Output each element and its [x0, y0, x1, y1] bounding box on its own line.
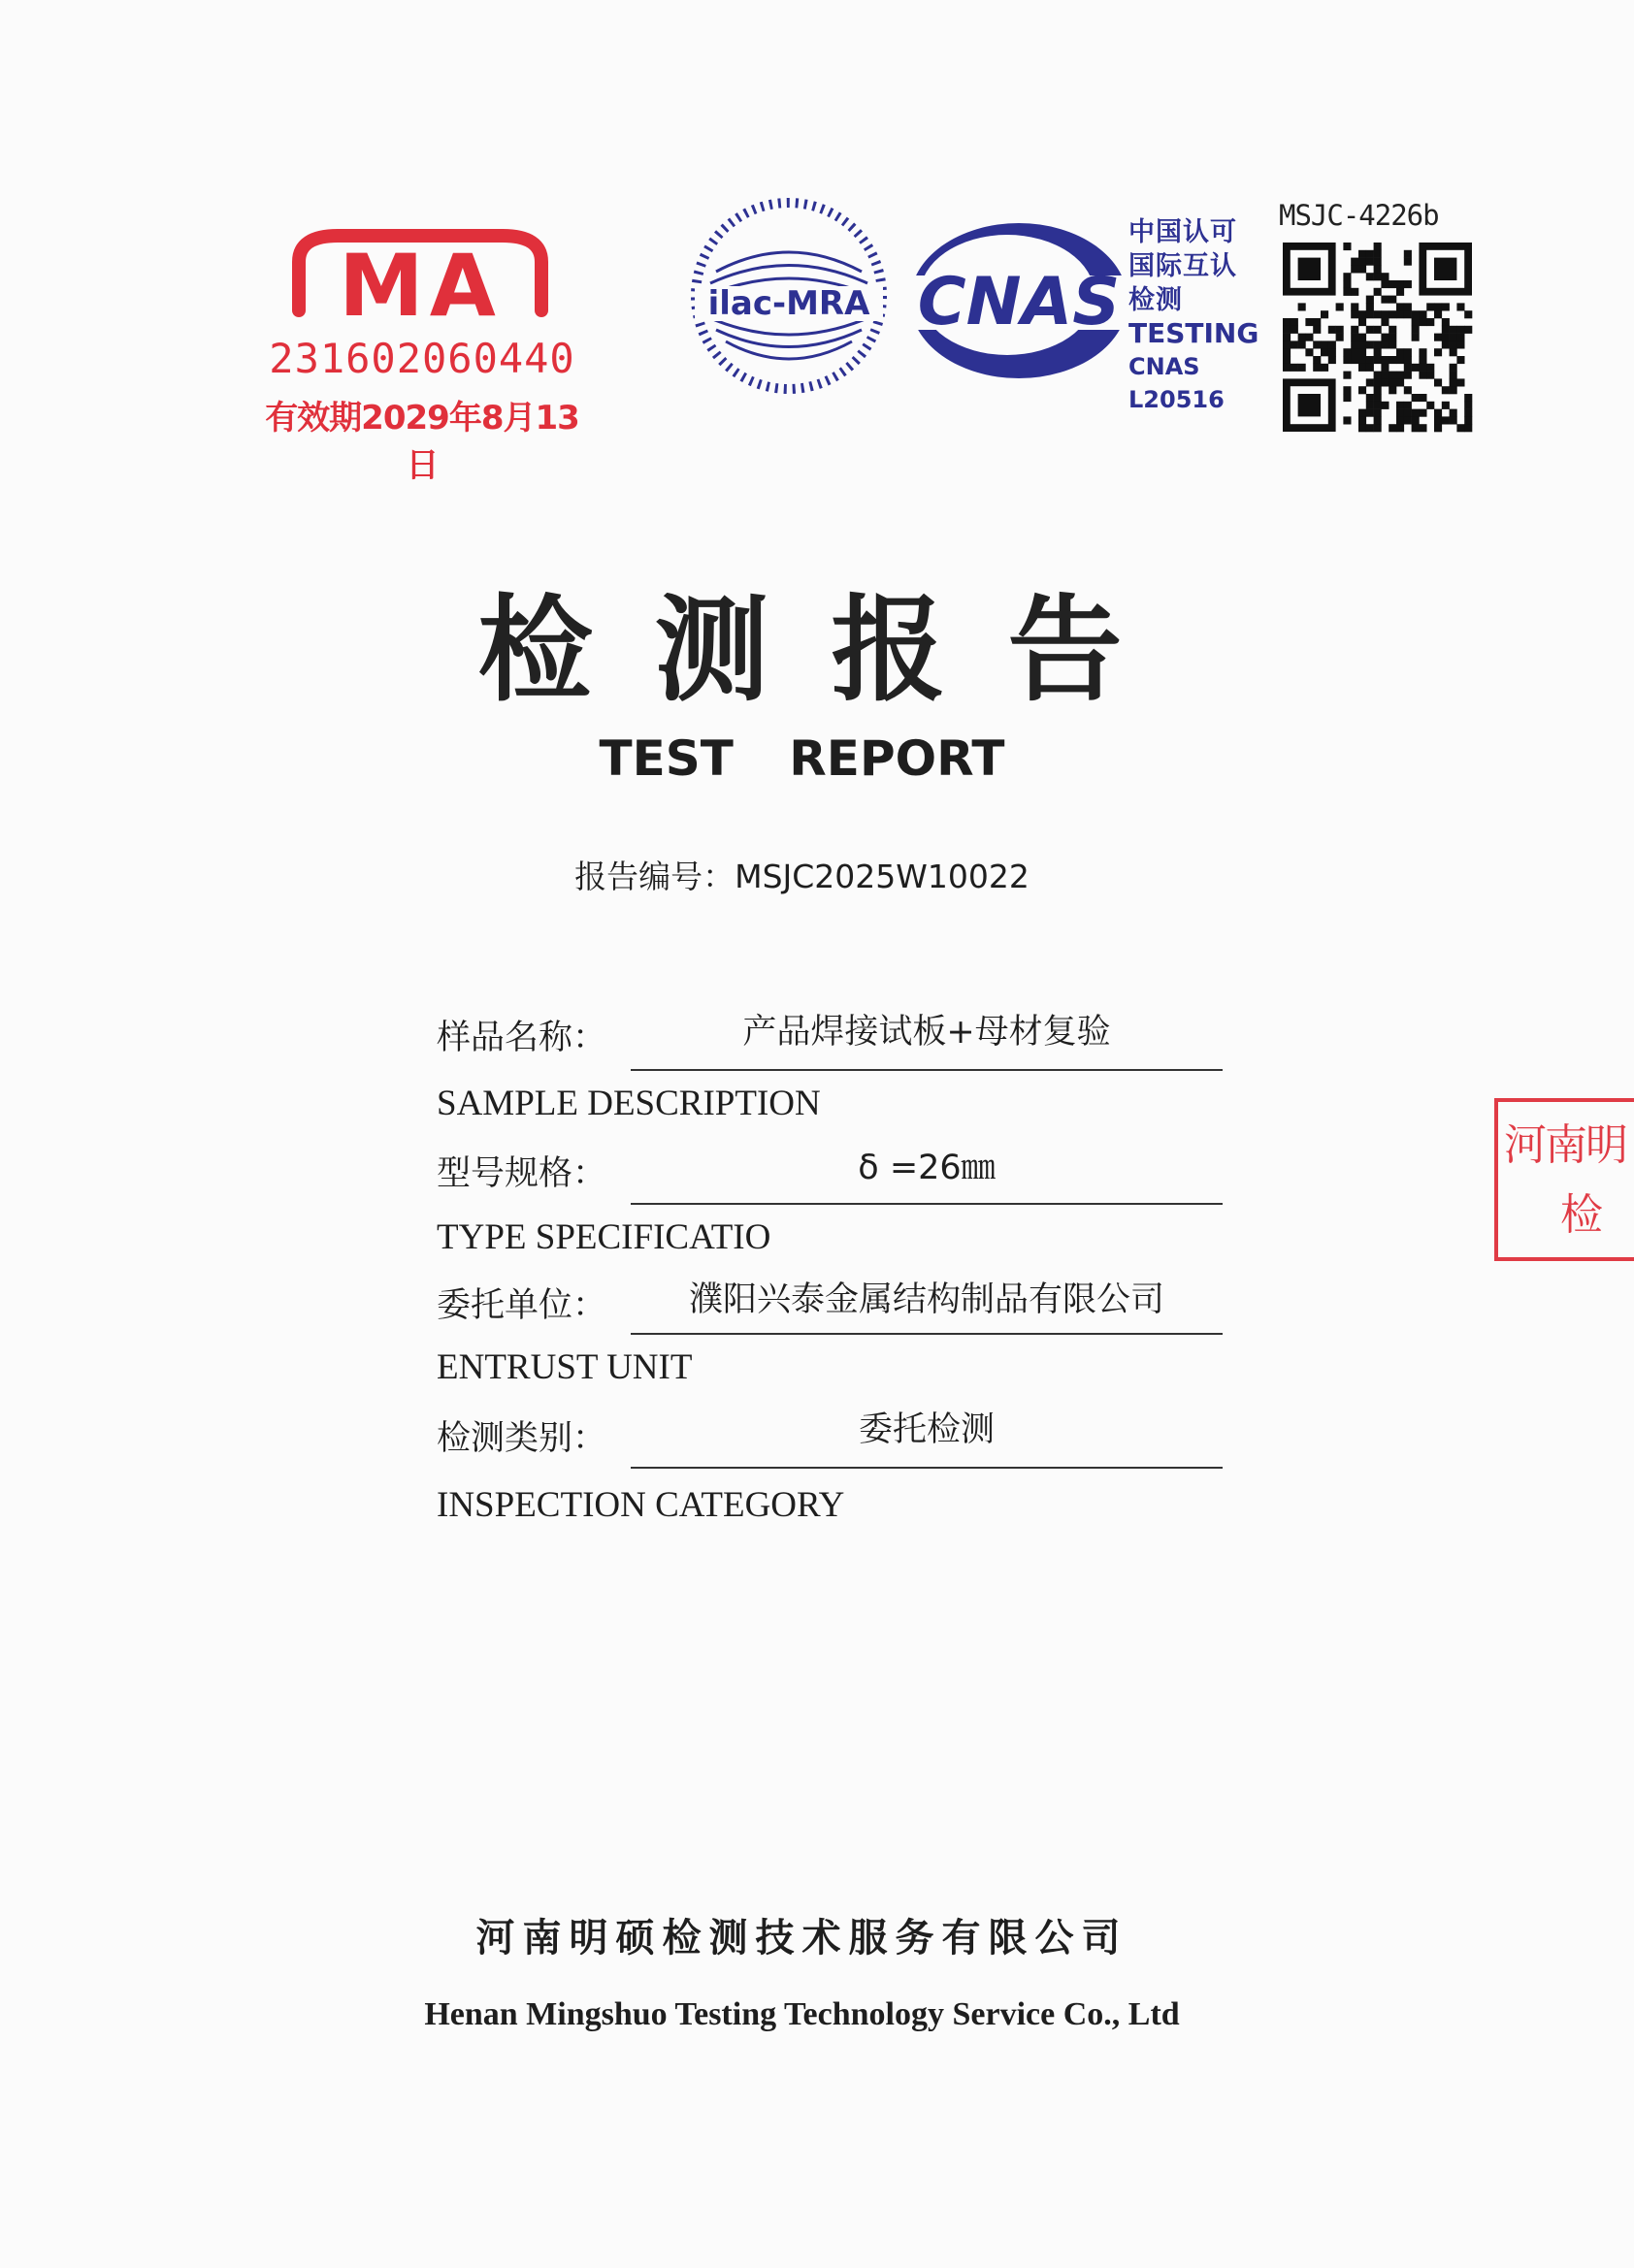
inspection-category-underline — [631, 1467, 1223, 1469]
entrust-unit-label: 委托单位： — [437, 1286, 607, 1325]
sample-name-underline — [631, 1069, 1223, 1071]
cma-seal — [262, 218, 582, 485]
cnas-accreditation-text — [1128, 215, 1274, 416]
type-spec-value: δ =26㎜ — [858, 1149, 996, 1187]
ilac-text: ilac-MRA — [707, 284, 870, 323]
ilac-mra-logo — [687, 194, 891, 398]
type-specification-label: TYPE SPECIFICATIO — [437, 1217, 771, 1257]
inspection-category-value: 委托检测 — [858, 1410, 995, 1449]
cnas-mark: CNAS — [917, 264, 1121, 340]
cma-logo-icon — [279, 218, 561, 335]
company-name-en: Henan Mingshuo Testing Technology Service Co., Ltd — [424, 1996, 1180, 2032]
cnas-line-1: 中国认可 — [1128, 217, 1237, 247]
qr-code — [1283, 243, 1472, 432]
cma-number: 231602060440 — [269, 335, 575, 382]
type-spec-underline — [631, 1203, 1223, 1205]
report-title-en: TEST REPORT — [599, 730, 1005, 787]
cnas-logo — [902, 215, 1135, 385]
report-number: 报告编号：MSJC2025W10022 — [574, 858, 1029, 895]
report-title-cn: 检测报告 — [477, 582, 1185, 717]
entrust-unit-en-label: ENTRUST UNIT — [437, 1347, 693, 1387]
inspection-category-en-label: INSPECTION CATEGORY — [437, 1485, 845, 1525]
company-name-cn: 河南明硕检测技术服务有限公司 — [475, 1916, 1128, 1960]
ilac-globe-icon — [687, 194, 891, 398]
sample-name-value: 产品焊接试板+母材复验 — [742, 1013, 1111, 1052]
cnas-line-2: 国际互认 — [1128, 251, 1237, 281]
cnas-code: CNAS L20516 — [1128, 353, 1225, 413]
cnas-line-3: 检测 — [1128, 285, 1183, 315]
cnas-logo-icon — [902, 215, 1135, 385]
side-stamp-line-1: 河南明 — [1504, 1120, 1626, 1170]
inspection-category-label: 检测类别： — [437, 1419, 607, 1458]
sample-description-label: SAMPLE DESCRIPTION — [437, 1084, 821, 1123]
cma-validity: 有效期2029年8月13日 — [265, 399, 579, 485]
entrust-unit-value: 濮阳兴泰金属结构制品有限公司 — [688, 1280, 1164, 1319]
entrust-unit-underline — [631, 1333, 1223, 1335]
cnas-testing: TESTING — [1128, 317, 1259, 349]
type-spec-label: 型号规格： — [437, 1154, 607, 1193]
cma-mark: MA — [339, 236, 502, 336]
side-stamp — [1494, 1098, 1634, 1261]
qr-code-label: MSJC-4226b — [1279, 199, 1439, 232]
side-stamp-line-2: 检 — [1560, 1190, 1603, 1240]
qr-code-icon — [1283, 243, 1472, 432]
sample-name-label: 样品名称： — [437, 1019, 607, 1057]
